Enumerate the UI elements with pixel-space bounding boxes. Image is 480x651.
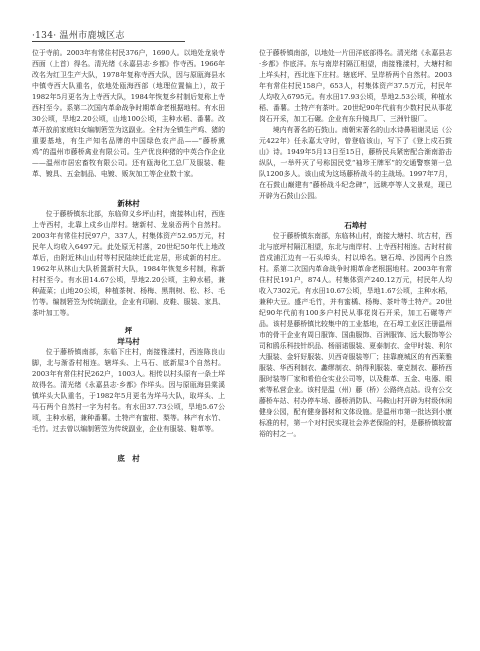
page-header: ·134· 温州市鹿城区志 [32,31,125,41]
section-title-pingyang-line1: 坪 [124,326,133,335]
section-title-shibu: 石埠村 [344,221,367,230]
right-column [259,48,452,440]
section-text-pingyang: 位于藤桥镇南部，东临下庄村，南接雅漾村，西连陈良山脚，北与渐香村相连。辖垟头、上马石、底新屋3个自然村。2003年有常住村民262户，1003人。相传以村头原有一条土垟故得名。清光绪《永嘉县志·乡都》作垟头。因与原瓯海县棠溪镇垟头大队重名，于1982年5月更名为垟马大队，取垟头、上马石两个自然村一字为村名。有水田37.73公顷，旱地5.67公顷，主种水稻，兼种番薯。土特产有蜜柑、梨等。林产有水竹、毛竹。过去曾以编制箬笠为传统副业，企业有服装、鞋革等。 [32,348,225,433]
section-title-xinlin: 新林村 [117,199,140,208]
section-text-shibu: 位于藤桥镇东南部，东临林山村，南接大塘村、坑古村，西北与底坪村隔江相望，东北与南岸村、上寺西村相连。古时村前首戍浦江边有一石头埠头，村以埠名。辖石埠、沙园两个自然村。系第二次国内革命战争时期革命老根据地村。2003年有常住村民191户，874人。村集体资产240.12万元，村民年人均收入7302元。有水田10.67公顷，旱地1.67公顷，主种水稻，兼种大豆。盛产毛竹，并有蜜橘、杨梅、茶叶等土特产。20世纪90年代前有100多户村民从事花岗石开采，加工石碾等产品。该村是藤桥镇比较集中的工业基地，在石埠工业区注册温州市的骨干企业有周日服饰、国曲服饰、百洲服饰、远大服饰等公司和鸥乐科技针织品、杨丽诺服装、夏泰制衣、金甲时装、利尔大服装、金轩好服装、贝西奇服装等厂；挂靠鹿城区的有西莱雅服装、华西利制衣、蠡缪制衣、纳得利服装、豪克制衣、藤桥西服时装等厂家和希伯仓实业公司等，以及鞋革、五金、电器、眼索等私营企业。该村是温（州）藤（桥）公路终点站。设有公交藤桥车站、村办停车场、藤桥消防队、马鞍山村开辟为村级休闲健身公园，配有健身器材和文体设施。是温州市第一批达到小康标准的村，第一个对村民实现社会养老保险的村，是藤桥镇较富裕的村之一。 [259,232,452,438]
left-column [32,48,225,464]
section-text-xinlin: 位于藤桥镇东北部，东临仰义乡坪山村，南接林山村，西连上寺西村，北靠上戍乡山岸村。辖新村、龙泉岙两个自然村。2003年有常住村民97户，337人，村集体资产52.95万元，村民年人均收入6497元。此处原无村落，20世纪50年代上地改革后，由附近林山山村等村民陆续迁此定居，形成新的村庄。1962年从林山大队析置新村大队，1984年恢复乡村制，称新村村至今。有水田14.67公顷，旱地2.20公顷，主种水稻，兼种蔬菜；山地20公顷，种植茶树、杨梅、黑荆树、松、杉、毛竹等。编制箬笠为传统副业，企业有印刷、皮鞋、服装、家具、茶叶加工等。 [32,210,225,317]
section-title-di: 底 村 [117,454,140,463]
header-rule [32,41,185,42]
intro-paragraph: 位于寺前。2003年有常住村民376户，1690人。以地处龙泉寺西面（上首）得名。清光绪《永嘉县志·乡都》作寺西。1966年改名为红卫生产大队，1978年复称寺西大队，因与原瓯海县水中镇寺西大队重名，依地处瓯海西部（地理位置偏上），故于1982年5月更名为上寺西大队，1984年恢复乡村制后复称上寺西村至今。系第二次国内革命战争时期革命老根据地村。有水田30公顷，旱地2.20公顷，山地100公顷，主种水稻、番薯。改革开放前家庭妇女编制箬笠为这副业。全村为全镇生产鸡、猪的重要基地，有生产知名品牌的中国绿色农产品——“藤桥熏鸡”的温州市藤桥禽业有限公司。生产优良种猪的中英合作企业——温州市居宏畜牧有限公司。还有瓯海化工总厂及服装、鞋革、镀具、五金制品、电镀、贩灰加工等企业数十家。 [32,49,225,178]
continuation-paragraph: 位于藤桥镇南部，以地处一片田洋底部得名。清光绪《永嘉县志·乡都》作底洋。东与南岸村隔江相望，南接雅漾村，大塘村和上垟头村，西北连下庄村。辖底坪、呈岸桥两个自然村。2003年有常住村民158户，653人，村集体资产37.5万元，村民年人均收入6795元。有水田17.93公顷，旱地2.53公顷，种植水稻、番薯。土特产有茶叶。20世纪90年代前有少数村民从事花岗石开采，加工石碾。企业有东升镜具厂、三洲针服厂。 [259,49,452,123]
section-title-pingyang-line2: 垟马村 [117,337,140,346]
shrine-paragraph: 境内有著名的石鼓山。南朝宋著名的山水诗鼻祖谢灵运（公元422年）任永嘉太守时，曾登临该山，写下了《登上戍石鼓山》诗。1949年5月13日至15日，藤桥民兵紧密配合渐南游击纵队，一举歼灭了号称国民党“袖珍王牌军”的交通警察第一总队1200多人。该山成为这场藤桥战斗的主战场。1997年7月，在石鼓山巅建有“藤桥战斗纪念碑”，远眺亭等人文景观，现已开辟为石鼓山公园。 [259,126,452,200]
